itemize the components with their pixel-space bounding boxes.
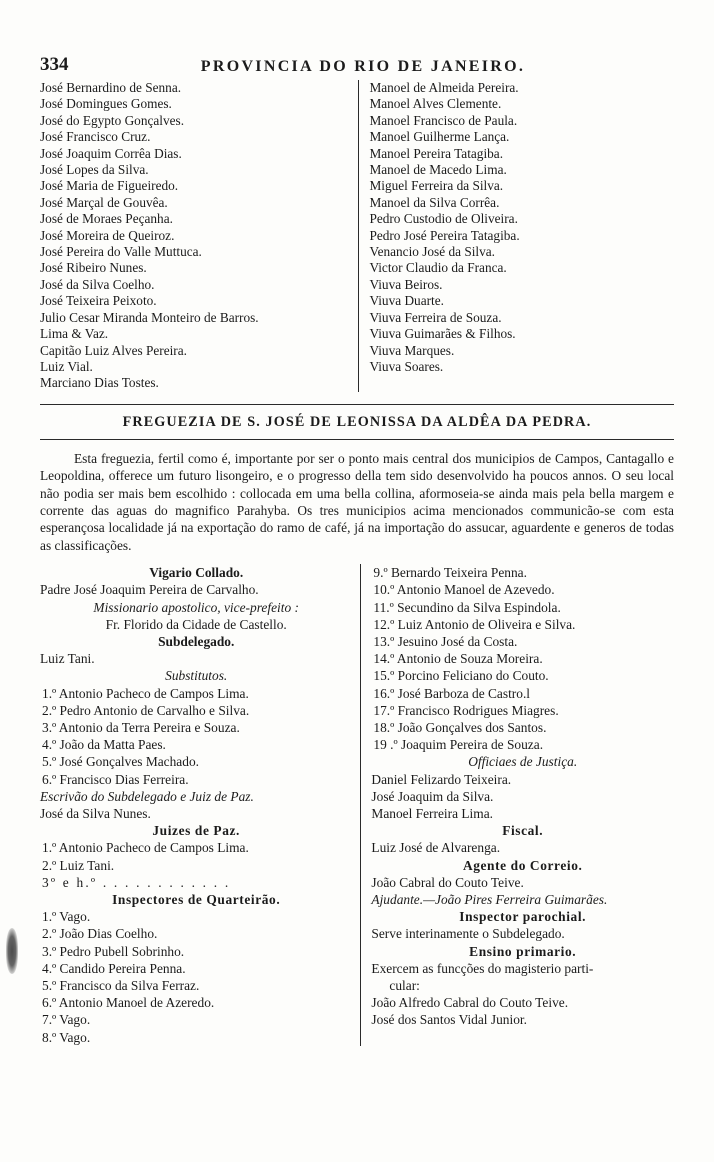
list-item: 11.º Secundino da Silva Espindola. bbox=[373, 599, 561, 615]
list-item: José Moreira de Queiroz. bbox=[40, 227, 175, 243]
list-item: Manoel Pereira Tatagiba. bbox=[369, 145, 504, 161]
list-item: Lima & Vaz. bbox=[40, 326, 109, 342]
list-item: Manoel de Almeida Pereira. bbox=[369, 80, 519, 95]
list-item: 4.º Candido Pereira Penna. bbox=[42, 960, 186, 976]
list-item: Pedro Custodio de Oliveira. bbox=[369, 211, 518, 227]
list-item: 13.º Jesuino José da Costa. bbox=[373, 633, 518, 649]
list-item: Daniel Felizardo Teixeira. bbox=[371, 771, 512, 787]
ensino-text-cont: cular: bbox=[389, 978, 420, 994]
officiaes-heading: Officiaes de Justiça. bbox=[468, 754, 578, 770]
list-item: 8.º Vago. bbox=[42, 1029, 91, 1045]
list-item: José de Moraes Peçanha. bbox=[40, 211, 173, 227]
list-item: Manoel Guilherme Lança. bbox=[369, 129, 510, 145]
list-item: 12.º Luiz Antonio de Oliveira e Silva. bbox=[373, 616, 576, 632]
list-item: Viuva Ferreira de Souza. bbox=[369, 309, 502, 325]
list-item: José do Egypto Gonçalves. bbox=[40, 112, 185, 128]
list-item: Viuva Duarte. bbox=[369, 293, 444, 309]
ensino-primario-heading: Ensino primario. bbox=[469, 943, 577, 959]
escrivao-name: José da Silva Nunes. bbox=[40, 806, 151, 821]
subdelegado-name: Luiz Tani. bbox=[40, 651, 95, 667]
vigario-name: Padre José Joaquim Pereira de Carvalho. bbox=[40, 582, 259, 598]
list-item: 1.º Antonio Pacheco de Campos Lima. bbox=[42, 840, 249, 856]
inspector-parochial-text: Serve interinamente o Subdelegado. bbox=[371, 926, 565, 942]
missionario-heading: Missionario apostolico, vice-prefeito : bbox=[93, 599, 299, 615]
list-item: João Alfredo Cabral do Couto Teive. bbox=[371, 995, 569, 1011]
list-item: 6.º Francisco Dias Ferreira. bbox=[42, 771, 189, 787]
list-item: José Lopes da Silva. bbox=[40, 162, 149, 178]
list-item: Manoel Alves Clemente. bbox=[369, 96, 502, 112]
list-item: José da Silva Coelho. bbox=[40, 276, 155, 292]
list-item: 19 .º Joaquim Pereira de Souza. bbox=[373, 737, 544, 753]
page-content bbox=[40, 48, 674, 1046]
agente-correio-name: João Cabral do Couto Teive. bbox=[371, 874, 524, 890]
list-item: 10.º Antonio Manoel de Azevedo. bbox=[373, 582, 555, 598]
list-item: 2.º Luiz Tani. bbox=[42, 857, 115, 873]
officials-column-right bbox=[360, 564, 674, 1046]
list-item: 3.º Pedro Pubell Sobrinho. bbox=[42, 943, 185, 959]
list-item: Viuva Marques. bbox=[369, 342, 455, 358]
list-item: José dos Santos Vidal Junior. bbox=[371, 1012, 527, 1028]
list-item: Manoel Ferreira Lima. bbox=[371, 806, 493, 821]
juizes-heading: Juizes de Paz. bbox=[152, 823, 241, 839]
list-item: José Bernardino de Senna. bbox=[40, 80, 182, 95]
subdelegado-heading: Subdelegado. bbox=[158, 633, 235, 649]
list-item: 9.º Bernardo Teixeira Penna. bbox=[373, 565, 527, 581]
page-header bbox=[40, 48, 674, 76]
list-item: 1.º Vago. bbox=[42, 909, 91, 925]
list-item: Pedro José Pereira Tatagiba. bbox=[369, 227, 520, 243]
list-item: Victor Claudio da Franca. bbox=[369, 260, 507, 276]
names-column-left bbox=[40, 80, 358, 392]
list-item: 18.º João Gonçalves dos Santos. bbox=[373, 719, 547, 735]
list-item: 4.º João da Matta Paes. bbox=[42, 737, 166, 753]
folio-number: 334 bbox=[40, 54, 69, 75]
list-item: 14.º Antonio de Souza Moreira. bbox=[373, 651, 543, 667]
list-item: Luiz Vial. bbox=[40, 358, 93, 374]
list-item: José Ribeiro Nunes. bbox=[40, 260, 147, 276]
list-item: 2.º Pedro Antonio de Carvalho e Silva. bbox=[42, 702, 250, 718]
list-item: Manoel de Macedo Lima. bbox=[369, 162, 507, 178]
list-item: Capitão Luiz Alves Pereira. bbox=[40, 342, 187, 358]
ink-smudge bbox=[6, 928, 18, 974]
substitutos-heading: Substitutos. bbox=[165, 668, 228, 684]
list-item: 6.º Antonio Manoel de Azeredo. bbox=[42, 995, 215, 1011]
ensino-text: Exercem as funcções do magisterio parti- bbox=[371, 960, 594, 976]
fiscal-heading: Fiscal. bbox=[502, 823, 544, 839]
list-item: José Domingues Gomes. bbox=[40, 96, 172, 112]
list-item: José Pereira do Valle Muttuca. bbox=[40, 244, 202, 260]
list-item: 1.º Antonio Pacheco de Campos Lima. bbox=[42, 685, 249, 701]
list-item: 15.º Porcino Feliciano do Couto. bbox=[373, 668, 549, 684]
list-item: 7.º Vago. bbox=[42, 1012, 91, 1028]
list-item: Julio Cesar Miranda Monteiro de Barros. bbox=[40, 309, 259, 325]
names-column-right bbox=[358, 80, 674, 392]
list-item: Viuva Soares. bbox=[369, 358, 444, 374]
officials-columns bbox=[40, 564, 674, 1046]
officials-column-left bbox=[40, 564, 360, 1046]
list-item: Marciano Dias Tostes. bbox=[40, 375, 159, 391]
ajudante-line: Ajudante.—João Pires Ferreira Guimarães. bbox=[371, 892, 608, 908]
list-item: 17.º Francisco Rodrigues Miagres. bbox=[373, 702, 559, 718]
list-item: Venancio José da Silva. bbox=[369, 244, 495, 260]
agente-correio-heading: Agente do Correio. bbox=[462, 857, 583, 873]
list-item: Manoel Francisco de Paula. bbox=[369, 112, 518, 128]
section-heading: FREGUEZIA DE S. JOSÉ DE LEONISSA DA ALDÊA DA PEDRA. bbox=[40, 404, 674, 440]
list-item: Viuva Beiros. bbox=[369, 276, 443, 292]
list-item: 3º e h.º . . . . . . . . . . . . bbox=[42, 874, 231, 890]
list-item: José Francisco Cruz. bbox=[40, 129, 151, 145]
inspector-parochial-heading: Inspector parochial. bbox=[459, 909, 587, 925]
list-item: 5.º Francisco da Silva Ferraz. bbox=[42, 978, 200, 994]
list-item: Viuva Guimarães & Filhos. bbox=[369, 326, 516, 342]
section-paragraph: Esta freguezia, fertil como é, importante por ser o ponto mais central dos municipios de Campos, Cantagallo e Leopoldina, offerece um futuro lisongeiro, e o progresso della tem sido desenvolvido ha poucos annos. O seu local não podia ser mais bem escolhido : collocada em uma bella collina, aformoseia-se ainda mais pela bella margem e corrente das aguas do magnifico Parahyba. Os tres municipios acima mencionados communicão-se com esta esperançosa localidade já na exportação do ramo de café, já na importação do assucar, aguardente e generos de todas as classificações. bbox=[40, 450, 674, 553]
list-item: 16.º José Barboza de Castro.l bbox=[373, 685, 531, 701]
fiscal-name: Luiz José de Alvarenga. bbox=[371, 840, 501, 856]
list-item: 5.º José Gonçalves Machado. bbox=[42, 754, 199, 770]
list-item: 2.º João Dias Coelho. bbox=[42, 926, 158, 942]
list-item: Manoel da Silva Corrêa. bbox=[369, 194, 500, 210]
vigario-heading: Vigario Collado. bbox=[149, 565, 244, 581]
missionario-name: Fr. Florido da Cidade de Castello. bbox=[105, 616, 287, 632]
subscriber-name-columns bbox=[40, 80, 674, 392]
list-item: José Teixeira Peixoto. bbox=[40, 293, 157, 309]
list-item: 3.º Antonio da Terra Pereira e Souza. bbox=[42, 719, 240, 735]
inspectores-heading: Inspectores de Quarteirão. bbox=[112, 892, 281, 908]
escrivao-heading: Escrivão do Subdelegado e Juiz de Paz. bbox=[40, 788, 254, 804]
list-item: José Maria de Figueiredo. bbox=[40, 178, 179, 194]
list-item: José Joaquim Corrêa Dias. bbox=[40, 145, 182, 161]
running-title: PROVINCIA DO RIO DE JANEIRO. bbox=[200, 58, 526, 75]
list-item: José Joaquim da Silva. bbox=[371, 788, 494, 804]
list-item: José Marçal de Gouvêa. bbox=[40, 194, 168, 210]
list-item: Miguel Ferreira da Silva. bbox=[369, 178, 504, 194]
